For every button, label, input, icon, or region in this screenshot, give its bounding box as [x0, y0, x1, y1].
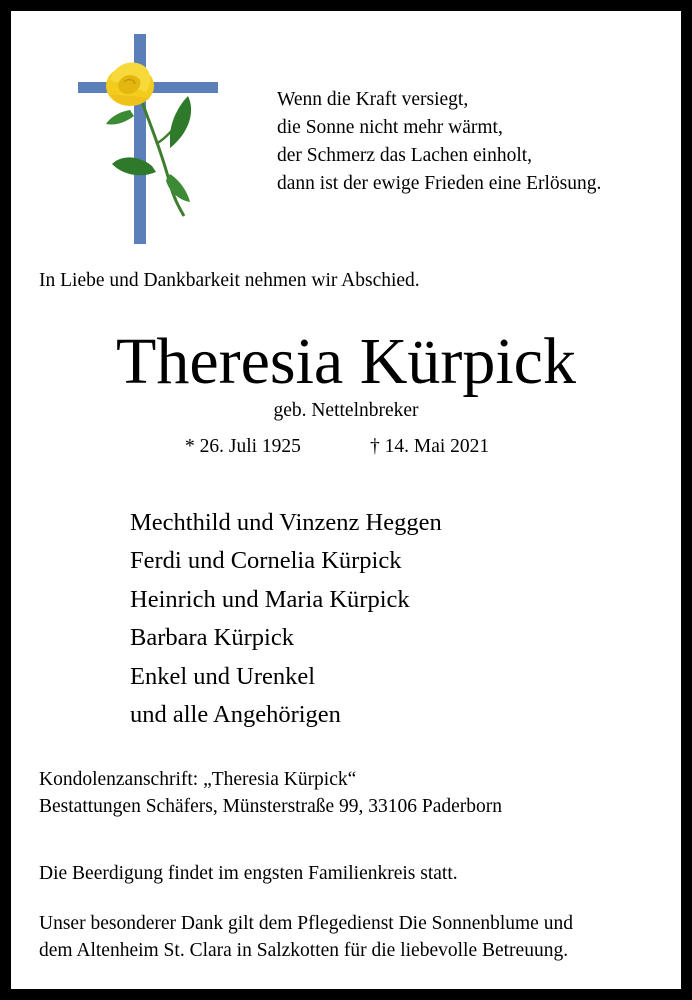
poem — [277, 86, 601, 198]
mourner-item: Enkel und Urenkel — [130, 662, 316, 690]
funeral-note: Die Beerdigung findet im engsten Familienkreis statt. — [39, 863, 458, 884]
thanks-line: dem Altenheim St. Clara in Salzkotten für die liebevolle Betreuung. — [39, 940, 569, 961]
mourner-item: Ferdi und Cornelia Kürpick — [130, 547, 402, 575]
death-date: † 14. Mai 2021 — [370, 436, 490, 457]
thanks-text — [39, 910, 573, 964]
deceased-name: Theresia Kürpick — [116, 325, 576, 398]
condolence-address — [39, 766, 502, 820]
poem-line: Wenn die Kraft versiegt, — [277, 89, 469, 110]
birth-date: * 26. Juli 1925 — [185, 436, 301, 457]
intro-text: In Liebe und Dankbarkeit nehmen wir Abschied. — [39, 270, 420, 291]
poem-line: der Schmerz das Lachen einholt, — [277, 145, 533, 166]
poem-line: dann ist der ewige Frieden eine Erlösung. — [277, 173, 602, 194]
maiden-name: geb. Nettelnbreker — [273, 400, 419, 421]
mourners-list — [130, 504, 442, 734]
thanks-line: Unser besonderer Dank gilt dem Pflegedienst Die Sonnenblume und — [39, 913, 573, 934]
mourner-item: und alle Angehörigen — [130, 701, 341, 729]
mourner-item: Barbara Kürpick — [130, 624, 294, 652]
cross-with-yellow-rose-icon — [70, 24, 230, 248]
mourner-item: Heinrich und Maria Kürpick — [130, 585, 410, 613]
condolence-line: Kondolenzanschrift: „Theresia Kürpick“ — [39, 769, 357, 790]
poem-line: die Sonne nicht mehr wärmt, — [277, 117, 503, 138]
mourner-item: Mechthild und Vinzenz Heggen — [130, 509, 442, 536]
condolence-line: Bestattungen Schäfers, Münsterstraße 99, 33106 Paderborn — [39, 796, 503, 817]
